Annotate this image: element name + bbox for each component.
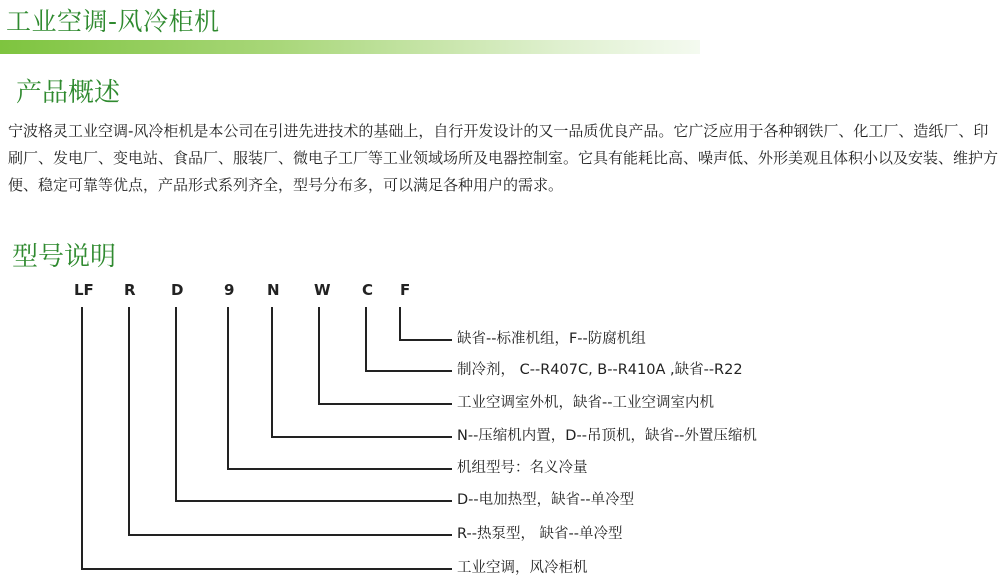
code-c: C xyxy=(362,281,374,299)
desc-n: N--压缩机内置，D--吊顶机，缺省--外置压缩机 xyxy=(457,428,757,444)
desc-w: 工业空调室外机，缺省--工业空调室内机 xyxy=(457,395,714,411)
code-n: N xyxy=(267,281,280,299)
page-title: 工业空调-风冷柜机 xyxy=(6,7,220,36)
model-heading: 型号说明 xyxy=(12,242,117,272)
desc-d: D--电加热型，缺省--单冷型 xyxy=(457,492,635,508)
overview-text: 宁波格灵工业空调-风冷柜机是本公司在引进先进技术的基础上，自行开发设计的又一品质优良产品。它广泛应用于各种钢铁厂、化工厂、造纸厂、印刷厂、发电厂、变电站、食品厂、服装厂、微电子工厂等工业领域场所及电器控制室。它具有能耗比高、噪声低、外形美观且体积小以及安装、维护方便、稳定可靠等优点，产品形式系列齐全，型号分布多，可以满足各种用户的需求。 xyxy=(8,122,999,194)
bracket-line-9 xyxy=(228,307,452,469)
code-r: R xyxy=(124,281,136,299)
code-lf: LF xyxy=(74,281,94,299)
bracket-line-f xyxy=(400,307,452,340)
desc-lf: 工业空调，风冷柜机 xyxy=(457,560,588,576)
code-d: D xyxy=(171,281,184,299)
code-w: W xyxy=(314,281,331,299)
desc-c: 制冷剂， C--R407C, B--R410A ,缺省--R22 xyxy=(457,362,743,378)
desc-f: 缺省--标准机组，F--防腐机组 xyxy=(457,331,646,347)
overview-heading: 产品概述 xyxy=(16,78,121,108)
code-f: F xyxy=(400,281,411,299)
desc-r: R--热泵型， 缺省--单冷型 xyxy=(457,526,623,542)
desc-9: 机组型号：名义冷量 xyxy=(457,460,588,476)
bracket-line-w xyxy=(319,307,452,404)
code-9: 9 xyxy=(224,281,235,299)
